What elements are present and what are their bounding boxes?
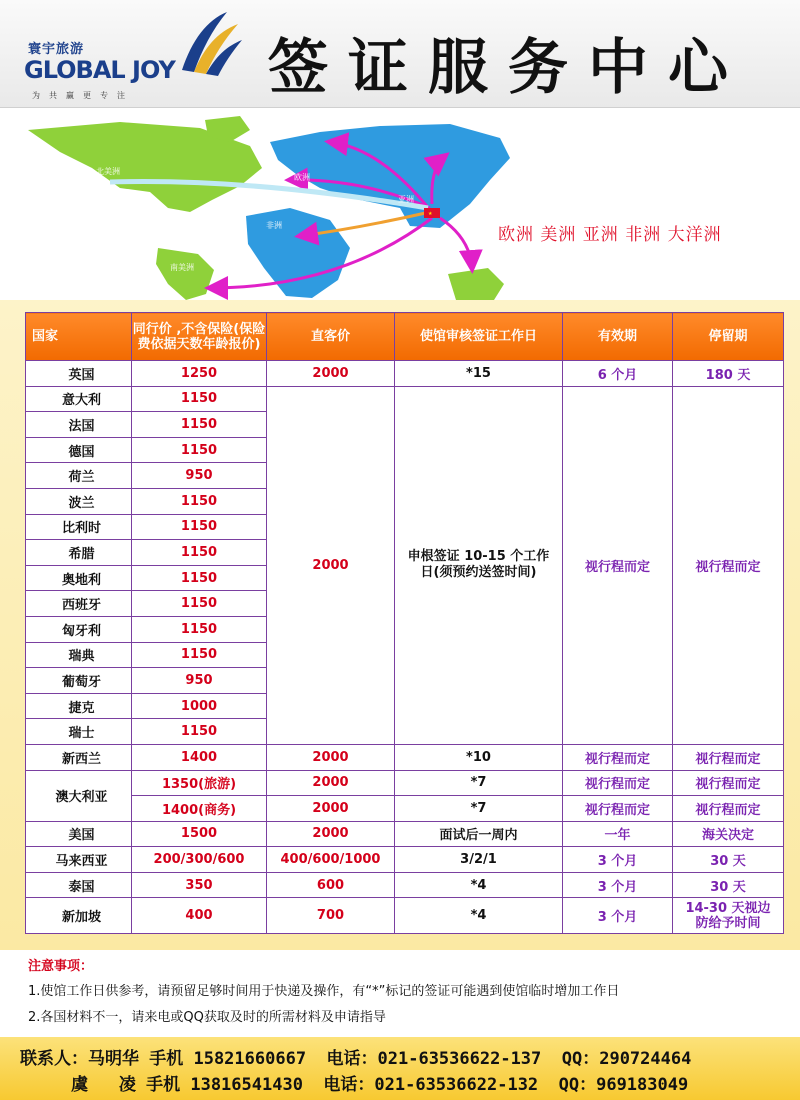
direct-price-cell: 700 (267, 898, 395, 934)
country-cell: 澳大利亚 (26, 770, 132, 821)
label-north-america: 北美洲 (96, 167, 120, 176)
stay-cell: 视行程而定 (673, 770, 784, 796)
country-cell: 泰国 (26, 872, 132, 898)
col-header-direct-price: 直客价 (267, 313, 395, 361)
validity-cell: 3 个月 (563, 872, 673, 898)
country-cell: 新西兰 (26, 744, 132, 770)
page-title: 签证服务中心 (268, 33, 748, 103)
direct-price-cell: 2000 (267, 770, 395, 796)
peer-price-cell: 1500 (132, 821, 267, 847)
peer-price-cell: 1150 (132, 514, 267, 540)
validity-cell: 视行程而定 (563, 770, 673, 796)
table-row (26, 872, 784, 898)
logo-chinese-name: 寰宇旅游 (28, 42, 85, 57)
direct-price-cell: 2000 (267, 361, 395, 387)
country-cell: 瑞士 (26, 719, 132, 745)
visa-price-table (25, 312, 784, 934)
country-cell: 匈牙利 (26, 616, 132, 642)
wing-icon (172, 10, 242, 80)
peer-price-cell: 1000 (132, 693, 267, 719)
peer-price-cell: 1400(商务) (132, 796, 267, 822)
peer-price-cell: 1150 (132, 616, 267, 642)
header (0, 0, 800, 108)
table-header-row (26, 313, 784, 361)
work-days-cell: 3/2/1 (395, 847, 563, 873)
schengen-stay-cell: 视行程而定 (673, 386, 784, 744)
note-item: 1.使馆工作日供参考，请预留足够时间用于快递及操作，有“*”标记的签证可能遇到使馆临时增加工作日 (28, 984, 620, 999)
work-days-cell: *10 (395, 744, 563, 770)
validity-cell: 视行程而定 (563, 796, 673, 822)
col-header-validity: 有效期 (563, 313, 673, 361)
direct-price-cell: 400/600/1000 (267, 847, 395, 873)
label-south-america: 南美洲 (170, 263, 194, 272)
logo-english-name: GLOBAL JOY (24, 56, 175, 84)
peer-price-cell: 1150 (132, 412, 267, 438)
validity-cell: 3 个月 (563, 847, 673, 873)
table-row (26, 898, 784, 934)
validity-cell: 6 个月 (563, 361, 673, 387)
contact-line-2: 虞 凌 手机 13816541430 电话：021-63536622-132 QQ：969183049 (20, 1075, 689, 1095)
peer-price-cell: 1150 (132, 642, 267, 668)
contact-footer (0, 1037, 800, 1100)
south-america-shape (156, 248, 214, 300)
country-cell: 比利时 (26, 514, 132, 540)
col-header-stay: 停留期 (673, 313, 784, 361)
peer-price-cell: 1150 (132, 591, 267, 617)
work-days-cell: *7 (395, 770, 563, 796)
notes-section (28, 955, 788, 1032)
country-cell: 瑞典 (26, 642, 132, 668)
svg-text:★: ★ (428, 211, 433, 217)
country-cell: 西班牙 (26, 591, 132, 617)
work-days-cell: *4 (395, 872, 563, 898)
stay-cell: 30 天 (673, 847, 784, 873)
validity-cell: 一年 (563, 821, 673, 847)
peer-price-cell: 350 (132, 872, 267, 898)
col-header-country: 国家 (26, 313, 132, 361)
table-row (26, 386, 784, 412)
regions-caption: 欧洲 美洲 亚洲 非洲 大洋洲 (498, 225, 722, 245)
country-cell: 葡萄牙 (26, 668, 132, 694)
logo-slogan: 为共赢更专注 (32, 91, 134, 100)
country-cell: 法国 (26, 412, 132, 438)
peer-price-cell: 200/300/600 (132, 847, 267, 873)
col-header-work-days: 使馆审核签证工作日 (395, 313, 563, 361)
schengen-direct-price-cell: 2000 (267, 386, 395, 744)
validity-cell: 3 个月 (563, 898, 673, 934)
stay-cell: 30 天 (673, 872, 784, 898)
schengen-validity-cell: 视行程而定 (563, 386, 673, 744)
peer-price-cell: 1150 (132, 565, 267, 591)
label-asia: 亚洲 (398, 195, 414, 204)
australia-shape (448, 268, 504, 300)
country-cell: 荷兰 (26, 463, 132, 489)
stay-cell: 14-30 天视边防给予时间 (673, 898, 784, 934)
peer-price-cell: 1250 (132, 361, 267, 387)
peer-price-cell: 1400 (132, 744, 267, 770)
work-days-cell: 面试后一周内 (395, 821, 563, 847)
country-cell: 希腊 (26, 540, 132, 566)
schengen-work-days-cell: 申根签证 10-15 个工作日(须预约送签时间) (395, 386, 563, 744)
direct-price-cell: 600 (267, 872, 395, 898)
table-row (26, 770, 784, 796)
table-row (26, 744, 784, 770)
peer-price-cell: 1150 (132, 386, 267, 412)
peer-price-cell: 1150 (132, 719, 267, 745)
country-cell: 奥地利 (26, 565, 132, 591)
col-header-peer-price: 同行价 ,不含保险(保险费依据天数年龄报价) (132, 313, 267, 361)
table-row (26, 796, 784, 822)
stay-cell: 海关决定 (673, 821, 784, 847)
peer-price-cell: 1150 (132, 488, 267, 514)
country-cell: 新加坡 (26, 898, 132, 934)
table-row (26, 821, 784, 847)
stay-cell: 视行程而定 (673, 796, 784, 822)
logo (22, 14, 232, 104)
world-map (0, 108, 800, 300)
validity-cell: 视行程而定 (563, 744, 673, 770)
work-days-cell: *7 (395, 796, 563, 822)
table-row (26, 361, 784, 387)
stay-cell: 180 天 (673, 361, 784, 387)
peer-price-cell: 1350(旅游) (132, 770, 267, 796)
country-cell: 美国 (26, 821, 132, 847)
country-cell: 英国 (26, 361, 132, 387)
notes-title: 注意事项： (28, 959, 94, 974)
contact-line-1: 联系人：马明华 手机 15821660667 电话：021-63536622-137 QQ：290724464 (20, 1049, 692, 1069)
direct-price-cell: 2000 (267, 821, 395, 847)
direct-price-cell: 2000 (267, 744, 395, 770)
label-europe: 欧洲 (294, 173, 310, 182)
country-cell: 马来西亚 (26, 847, 132, 873)
peer-price-cell: 950 (132, 668, 267, 694)
world-map-graphic (0, 108, 800, 300)
direct-price-cell: 2000 (267, 796, 395, 822)
note-item: 2.各国材料不一，请来电或QQ获取及时的所需材料及申请指导 (28, 1010, 386, 1025)
country-cell: 德国 (26, 437, 132, 463)
peer-price-cell: 950 (132, 463, 267, 489)
label-africa: 非洲 (266, 221, 282, 230)
peer-price-cell: 400 (132, 898, 267, 934)
work-days-cell: *4 (395, 898, 563, 934)
country-cell: 意大利 (26, 386, 132, 412)
peer-price-cell: 1150 (132, 437, 267, 463)
visa-panel (0, 300, 800, 950)
country-cell: 波兰 (26, 488, 132, 514)
country-cell: 捷克 (26, 693, 132, 719)
table-row (26, 847, 784, 873)
peer-price-cell: 1150 (132, 540, 267, 566)
work-days-cell: *15 (395, 361, 563, 387)
stay-cell: 视行程而定 (673, 744, 784, 770)
